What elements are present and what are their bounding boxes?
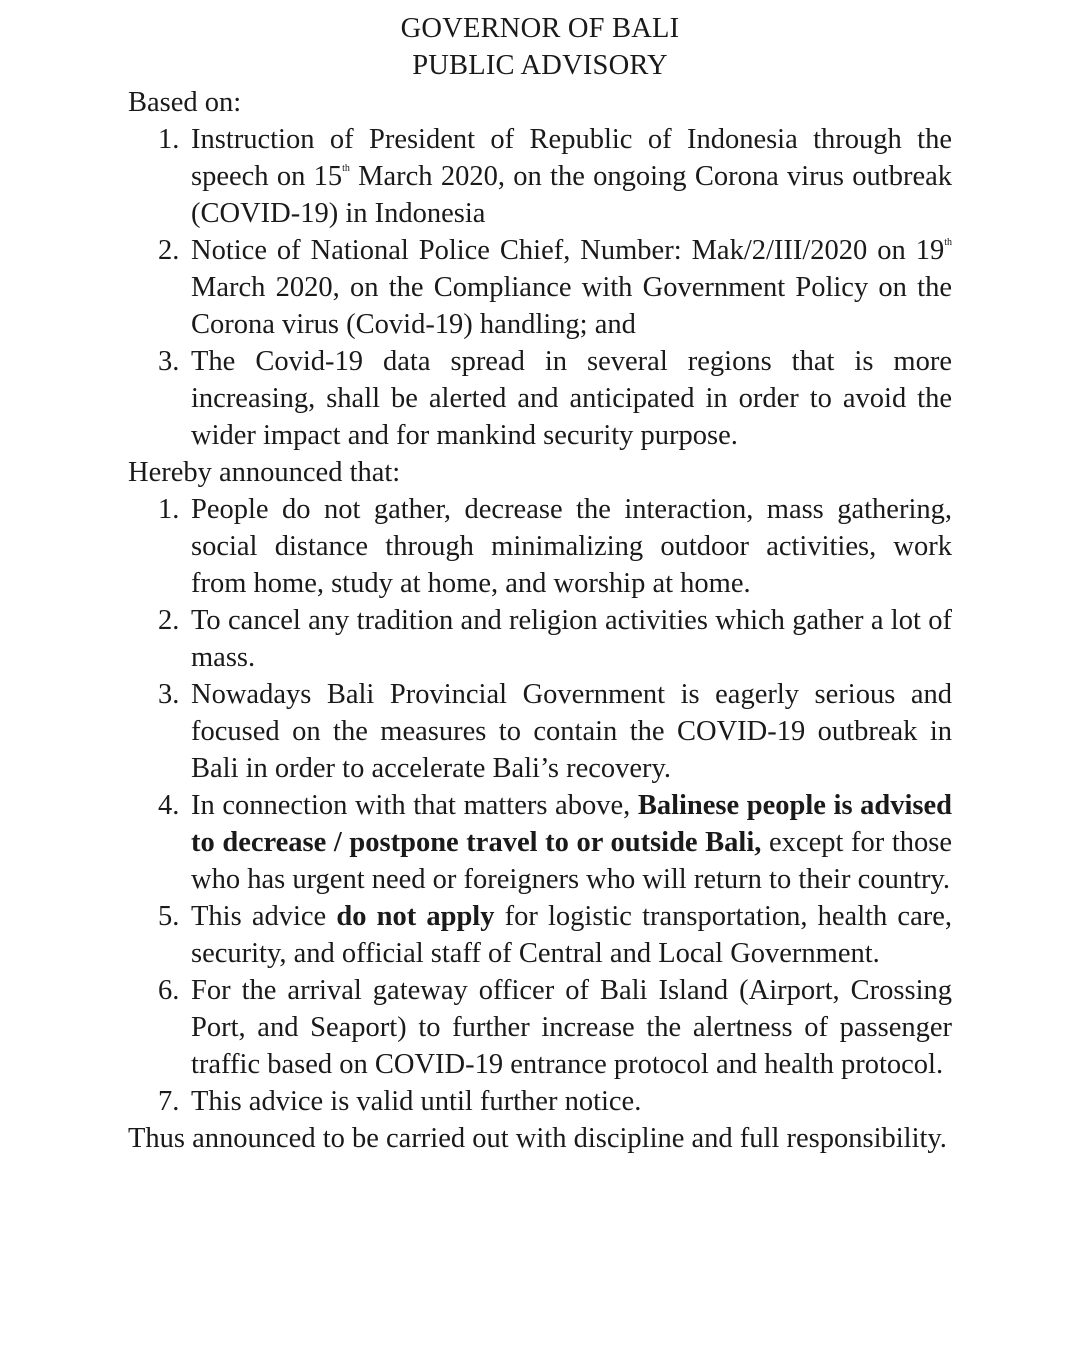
item-text: People do not gather, decrease the interaction, mass gathering, social distance through minimalizing outdoor activities, work from home, study at home, and worship at home. [191,494,952,599]
header-governor: GOVERNOR OF BALI [400,13,680,44]
item-number: 2. [158,605,180,636]
based-on-list [128,121,952,454]
ordinal-suffix: th [944,236,952,248]
announced-item-3 [128,676,952,787]
item-number: 6. [158,975,180,1006]
closing-statement: Thus announced to be carried out with discipline and full responsibility. [128,1123,947,1154]
item-text: The Covid-19 data spread in several regions that is more increasing, shall be alerted and anticipated in order to avoid the wider impact and for mankind security purpose. [191,346,952,451]
item-text: Instruction of President of Republic of Indonesia through the speech on 15 [191,124,952,192]
announced-item-4 [128,787,952,898]
item-text: For the arrival gateway officer of Bali Island (Airport, Crossing Port, and Seaport) to further increase the alertness of passenger traffic based on COVID-19 entrance protocol and health protocol. [191,975,952,1080]
item-number: 1. [158,494,180,525]
based-on-item-1 [128,121,952,232]
item-text: This advice is valid until further notice. [191,1086,642,1117]
item-text-bold: Balinese people is advised to decrease / postpone travel to or outside Bali, [191,790,952,858]
item-number: 3. [158,679,180,710]
announced-item-6 [128,972,952,1083]
item-number: 2. [158,235,180,266]
announced-item-7 [128,1083,952,1120]
announced-item-1 [128,491,952,602]
announced-item-5 [128,898,952,972]
header-advisory: PUBLIC ADVISORY [412,50,668,81]
announced-list [128,491,952,1120]
based-on-label: Based on: [128,87,242,118]
item-number: 1. [158,124,180,155]
item-text: This advice [191,901,337,932]
item-number: 4. [158,790,180,821]
item-number: 3. [158,346,180,377]
item-text-cont: March 2020, on the Compliance with Government Policy on the Corona virus (Covid-19) handling; and [191,272,952,340]
based-on-item-3 [128,343,952,454]
ordinal-suffix: th [342,162,350,174]
item-text-cont: for logistic transportation, health care, security, and official staff of Central and Local Government. [191,901,952,969]
item-text-cont: except for those who has urgent need or foreigners who will return to their country. [191,827,952,895]
item-text-bold: do not apply [336,901,495,932]
document-header [128,10,952,84]
item-text: Notice of National Police Chief, Number: Mak/2/III/2020 on 19 [191,235,945,266]
item-text-cont: March 2020, on the ongoing Corona virus outbreak (COVID-19) in Indonesia [191,161,952,229]
item-number: 7. [158,1086,180,1117]
based-on-item-2 [128,232,952,343]
advisory-document [128,10,952,1157]
item-text: To cancel any tradition and religion activities which gather a lot of mass. [191,605,952,673]
announced-item-2 [128,602,952,676]
announced-label: Hereby announced that: [128,457,401,488]
item-number: 5. [158,901,180,932]
item-text: In connection with that matters above, [191,790,638,821]
item-text: Nowadays Bali Provincial Government is eagerly serious and focused on the measures to contain the COVID-19 outbreak in Bali in order to accelerate Bali’s recovery. [191,679,952,784]
